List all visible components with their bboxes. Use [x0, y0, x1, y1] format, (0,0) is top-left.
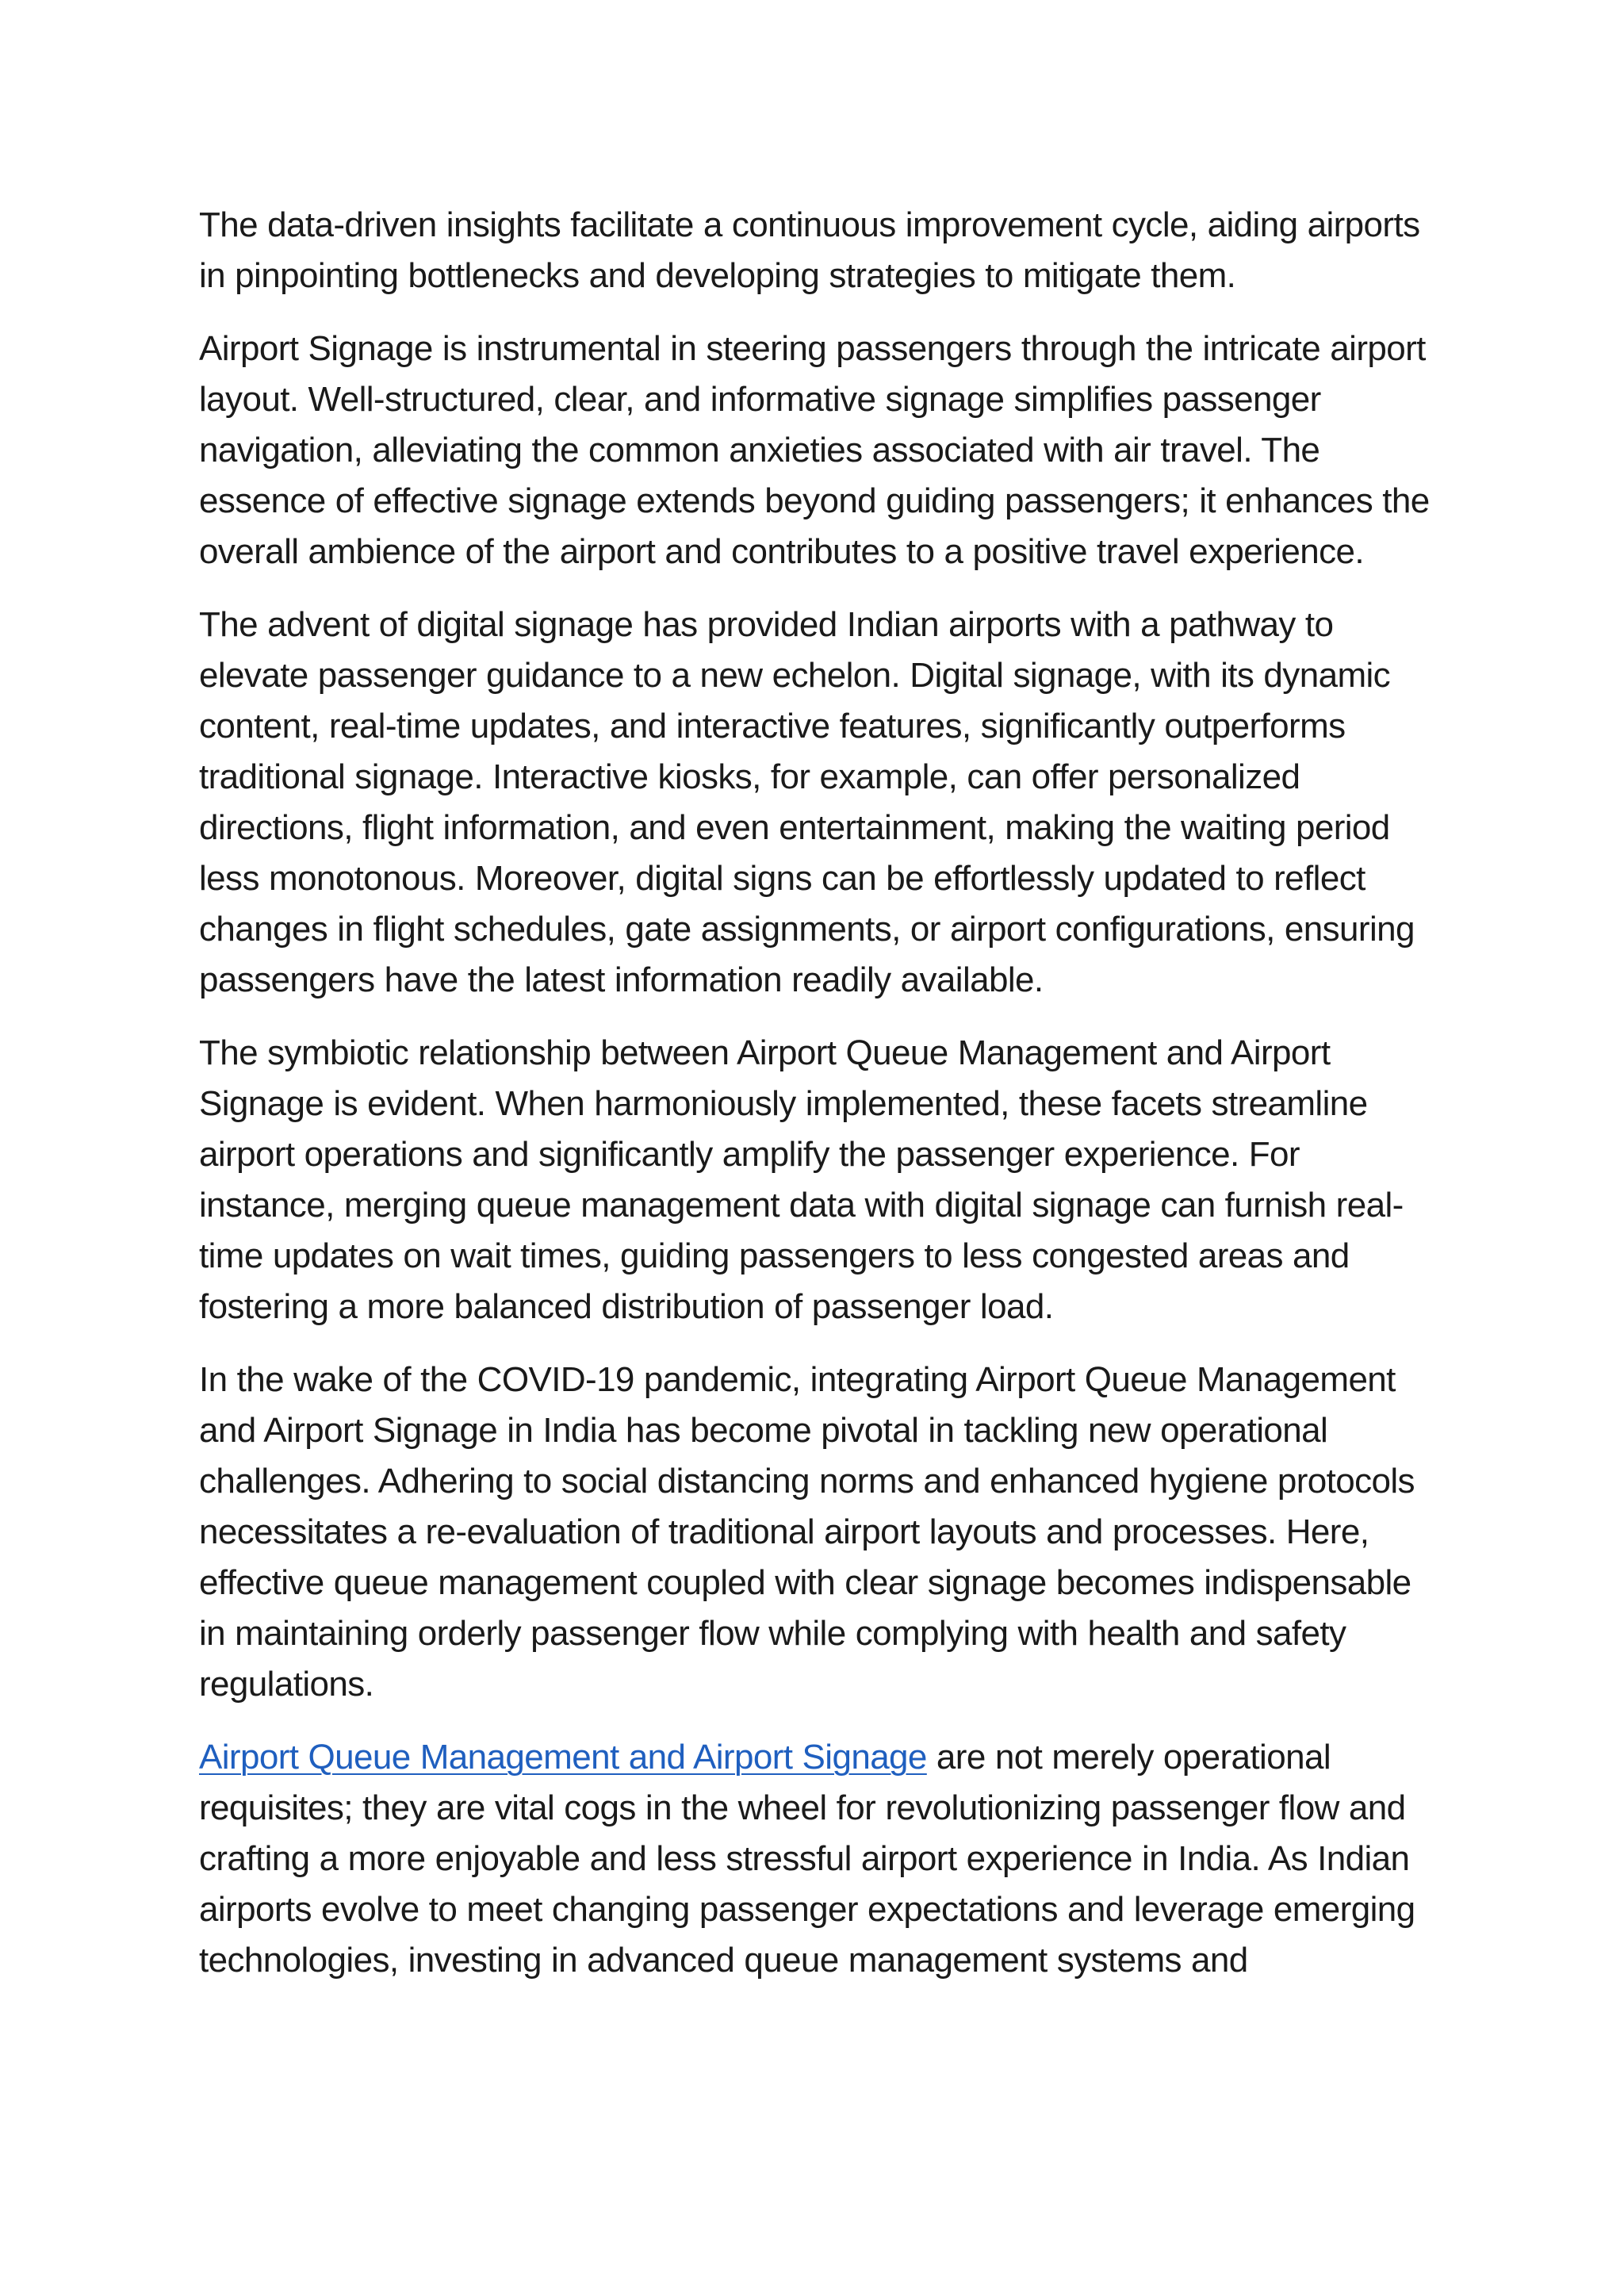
paragraph-airport-signage: Airport Signage is instrumental in steering passengers through the intricate airport layout. Well-structured, clear, and informative signage simplifies passenger navigation, alleviating the common anxieties associated with air travel. The essence of effective signage extends beyond guiding passengers; it enhances the overall ambience of the airport and contributes to a positive travel experience.	[199, 329, 1430, 571]
paragraph-symbiotic-relationship: The symbiotic relationship between Airport Queue Management and Airport Signage is evident. When harmoniously implemented, these facets streamline airport operations and significantly amplify the passenger experience. For instance, merging queue management data with digital signage can furnish real-time updates on wait times, guiding passengers to less congested areas and fostering a more balanced distribution of passenger load.	[199, 1033, 1404, 1326]
paragraph-digital-signage: The advent of digital signage has provided Indian airports with a pathway to elevate passenger guidance to a new echelon. Digital signage, with its dynamic content, real-time updates, and interactive features, significantly outperforms traditional signage. Interactive kiosks, for example, can offer personalized directions, flight information, and even entertainment, making the waiting period less monotonous. Moreover, digital signs can be effortlessly updated to reflect changes in flight schedules, gate assignments, or airport configurations, ensuring passengers have the latest information readily available.	[199, 605, 1415, 999]
paragraph-covid-19: In the wake of the COVID-19 pandemic, integrating Airport Queue Management and Airport Signage in India has become pivotal in tackling new operational challenges. Adhering to social distancing norms and enhanced hygiene protocols necessitates a re-evaluation of traditional airport layouts and processes. Here, effective queue management coupled with clear signage becomes indispensable in maintaining orderly passenger flow while complying with health and safety regulations.	[199, 1360, 1415, 1704]
paragraph-insights: The data-driven insights facilitate a continuous improvement cycle, aiding airports in pinpointing bottlenecks and developing strategies to mitigate them.	[199, 205, 1420, 295]
paragraph-conclusion	[199, 1732, 1444, 1986]
document-body	[199, 200, 1444, 2008]
airport-queue-signage-link[interactable]: Airport Queue Management and Airport Signage	[199, 1738, 927, 1777]
conclusion-text: are not merely operational requisites; they are vital cogs in the wheel for revolutionizing passenger flow and crafting a more enjoyable and less stressful airport experience in India. As Indian airports evolve to meet changing passenger expectations and leverage emerging technologies, investing in advanced queue management systems and	[199, 1738, 1415, 1980]
